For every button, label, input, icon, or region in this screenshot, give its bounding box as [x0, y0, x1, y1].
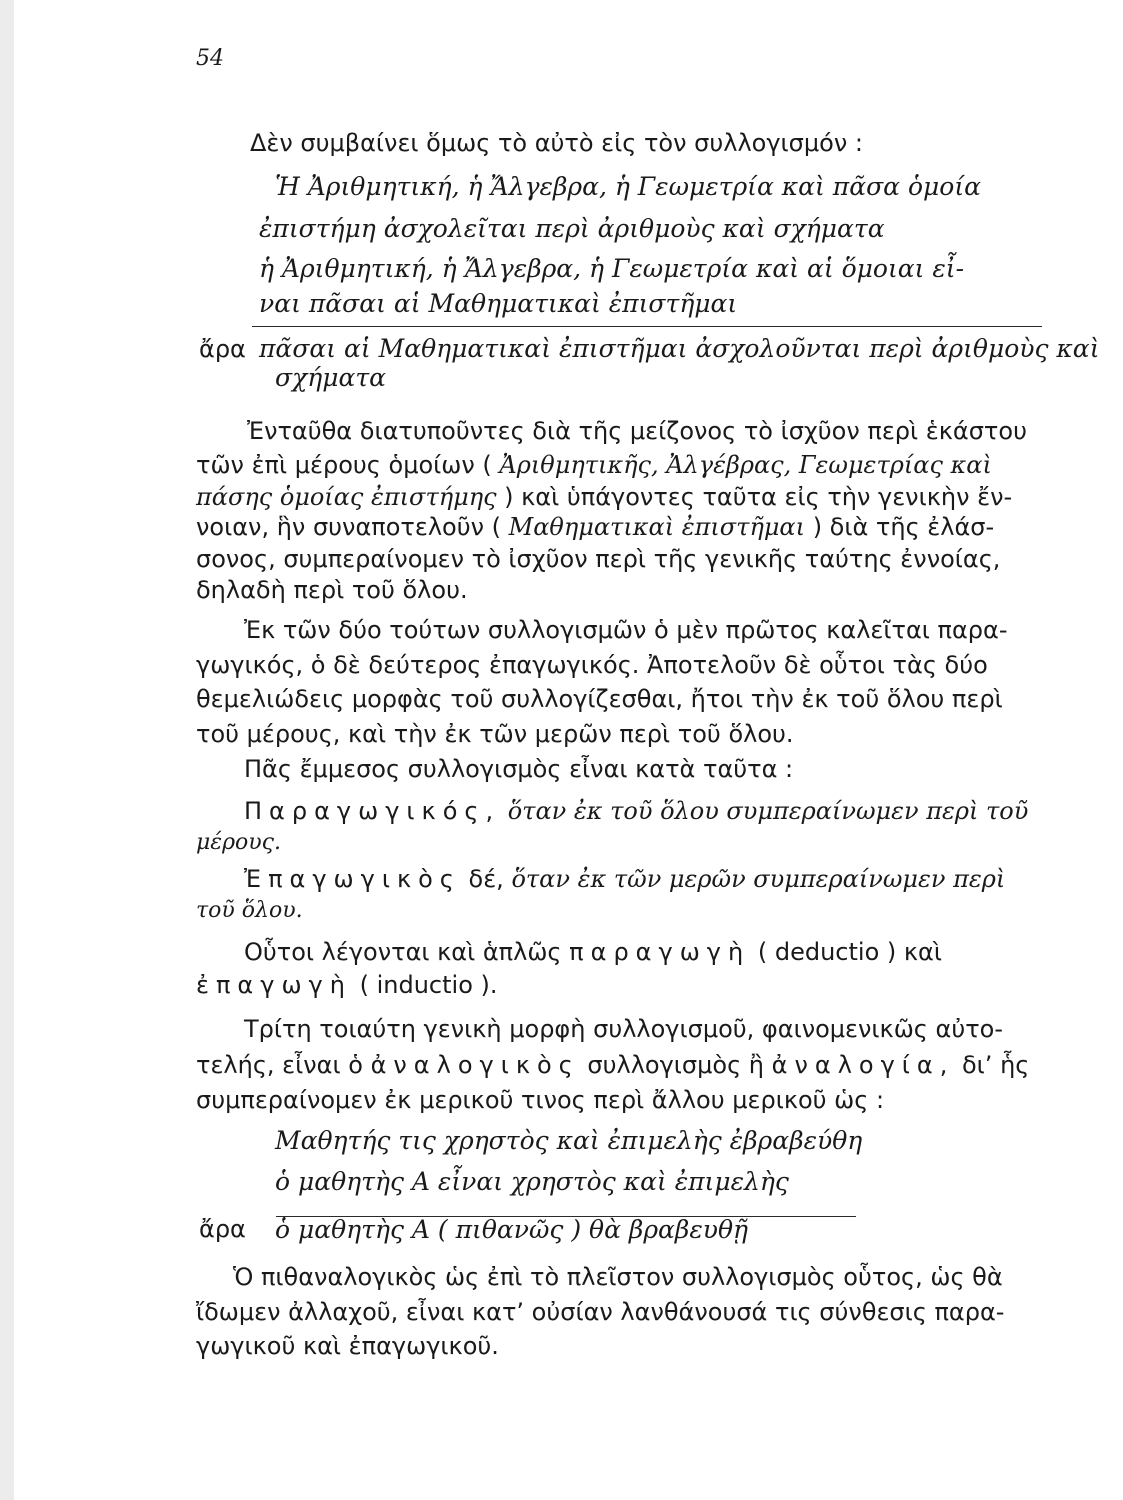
conclusion-label: ἄρα: [199, 335, 246, 363]
analogy-premise: Μαθητής τις χρηστὸς καὶ ἐπιμελὴς ἐβραβεύθη: [275, 1126, 863, 1155]
text-line: [196, 448, 992, 482]
text-line: θεμελιώδεις μορφὰς τοῦ συλλογίζεσθαι, ἤτοι τὴν ἐκ τοῦ ὅλου περὶ: [196, 685, 1003, 713]
page-number: 54: [196, 46, 224, 71]
text-span: συλλογισμὸς ἢ: [587, 1051, 764, 1079]
syllogism-rule: [252, 326, 1042, 327]
text-span: τελής, εἶναι ὁ: [196, 1051, 363, 1079]
text-line: γωγικός, ὁ δὲ δεύτερος ἐπαγωγικός. Ἀποτελοῦν δὲ οὗτοι τὰς δύο: [196, 651, 988, 679]
italic-span: πάσης ὁμοίας ἐπιστήμης: [196, 483, 497, 511]
italic-span: Μαθηματικαὶ ἐπιστῆμαι: [508, 513, 806, 541]
syllogism-conclusion: σχήματα: [275, 363, 387, 392]
text-span: ( inductio ).: [359, 971, 498, 999]
text-span: ) καὶ ὑπάγοντες ταῦτα εἰς τὴν γενικὴν ἔν-: [504, 483, 1013, 511]
text-line: Ἐνταῦθα διατυποῦντες διὰ τῆς μείζονος τὸ ἰσχῦον περὶ ἑκάστου: [247, 417, 1027, 445]
text-line: Ἐκ τῶν δύο τούτων συλλογισμῶν ὁ μὲν πρῶτος καλεῖται παρα-: [244, 616, 1008, 644]
text-line: τοῦ ὅλου.: [196, 898, 303, 923]
conclusion-label: ἄρα: [199, 1215, 246, 1243]
spaced-term: ἐπαγωγὴ: [196, 971, 352, 999]
text-span: νοιαν, ἣν συναποτελοῦν (: [196, 513, 501, 541]
text-line: [244, 862, 1005, 896]
spaced-term: Παραγωγικός,: [244, 797, 501, 825]
spaced-term: ἀναλογία,: [771, 1051, 955, 1079]
text-line: Τρίτη τοιαύτη γενικὴ μορφὴ συλλογισμοῦ, φαινομενικῶς αὐτο-: [244, 1015, 1004, 1043]
text-line: [196, 1048, 1029, 1082]
syllogism-premise: ἡ Ἀριθμητική, ἡ Ἄλγεβρα, ἡ Γεωμετρία καὶ αἱ ὅμοιαι εἶ-: [259, 254, 965, 283]
text-line: δηλαδὴ περὶ τοῦ ὅλου.: [196, 576, 468, 604]
syllogism-premise: ἐπιστήμη ἀσχολεῖται περὶ ἀριθμοὺς καὶ σχήματα: [259, 214, 885, 243]
text-line: γωγικοῦ καὶ ἐπαγωγικοῦ.: [196, 1332, 499, 1360]
text-line: σονος, συμπεραίνομεν τὸ ἰσχῦον περὶ τῆς γενικῆς ταύτης ἐννοίας,: [196, 545, 1001, 573]
text-span: τῶν ἐπὶ μέρους ὁμοίων (: [196, 451, 492, 479]
text-line: [244, 935, 942, 969]
text-line: [196, 480, 1012, 514]
italic-span: ὅταν ἐκ τῶν μερῶν συμπεραίνωμεν περὶ: [511, 865, 1006, 893]
syllogism-premise: Ἡ Ἀριθμητική, ἡ Ἄλγεβρα, ἡ Γεωμετρία καὶ πᾶσα ὁμοία: [275, 172, 982, 201]
syllogism-premise: ναι πᾶσαι αἱ Μαθηματικαὶ ἐπιστῆμαι: [259, 289, 738, 318]
spaced-term: Ἐπαγωγικὸς: [244, 865, 461, 893]
page-edge-shadow: [0, 0, 14, 1500]
italic-span: Ἀριθμητικῆς, Ἀλγέβρας, Γεωμετρίας καὶ: [499, 451, 992, 479]
text-span: ) διὰ τῆς ἐλάσ-: [812, 513, 995, 541]
analogy-conclusion: ὁ μαθητὴς Α ( πιθανῶς ) θὰ βραβευθῇ: [275, 1215, 749, 1244]
text-span: Οὗτοι λέγονται καὶ ἁπλῶς: [244, 938, 562, 966]
spaced-term: ἀναλογικὸς: [370, 1051, 580, 1079]
text-line: [244, 794, 1028, 828]
text-line: ἴδωμεν ἀλλαχοῦ, εἶναι κατ’ οὐσίαν λανθάνουσά τις σύνθεσις παρα-: [196, 1298, 1005, 1326]
analogy-premise: ὁ μαθητὴς Α εἶναι χρηστὸς καὶ ἐπιμελὴς: [275, 1167, 789, 1196]
text-span: δι’ ἧς: [962, 1051, 1030, 1079]
text-span: δέ,: [468, 865, 504, 893]
italic-span: ὅταν ἐκ τοῦ ὅλου συμπεραίνωμεν περὶ τοῦ: [507, 797, 1029, 825]
text-span: ( deductio ) καὶ: [757, 938, 942, 966]
text-line: τοῦ μέρους, καὶ τὴν ἐκ τῶν μερῶν περὶ τοῦ ὅλου.: [196, 720, 794, 748]
text-line: μέρους.: [196, 830, 281, 855]
text-line: Ὁ πιθαναλογικὸς ὡς ἐπὶ τὸ πλεῖστον συλλογισμὸς οὗτος, ὡς θὰ: [233, 1263, 1003, 1291]
text-line: [196, 968, 498, 1002]
spaced-term: παραγωγὴ: [569, 938, 751, 966]
text-line: συμπεραίνομεν ἐκ μερικοῦ τινος περὶ ἄλλου μερικοῦ ὡς :: [196, 1086, 885, 1114]
text-line: Πᾶς ἔμμεσος συλλογισμὸς εἶναι κατὰ ταῦτα :: [244, 755, 794, 783]
text-line: [196, 510, 994, 544]
syllogism-conclusion: πᾶσαι αἱ Μαθηματικαὶ ἐπιστῆμαι ἀσχολοῦνται περὶ ἀριθμοὺς καὶ: [259, 334, 1100, 363]
text-line: Δὲν συμβαίνει ὅμως τὸ αὐτὸ εἰς τὸν συλλογισμόν :: [250, 129, 863, 157]
